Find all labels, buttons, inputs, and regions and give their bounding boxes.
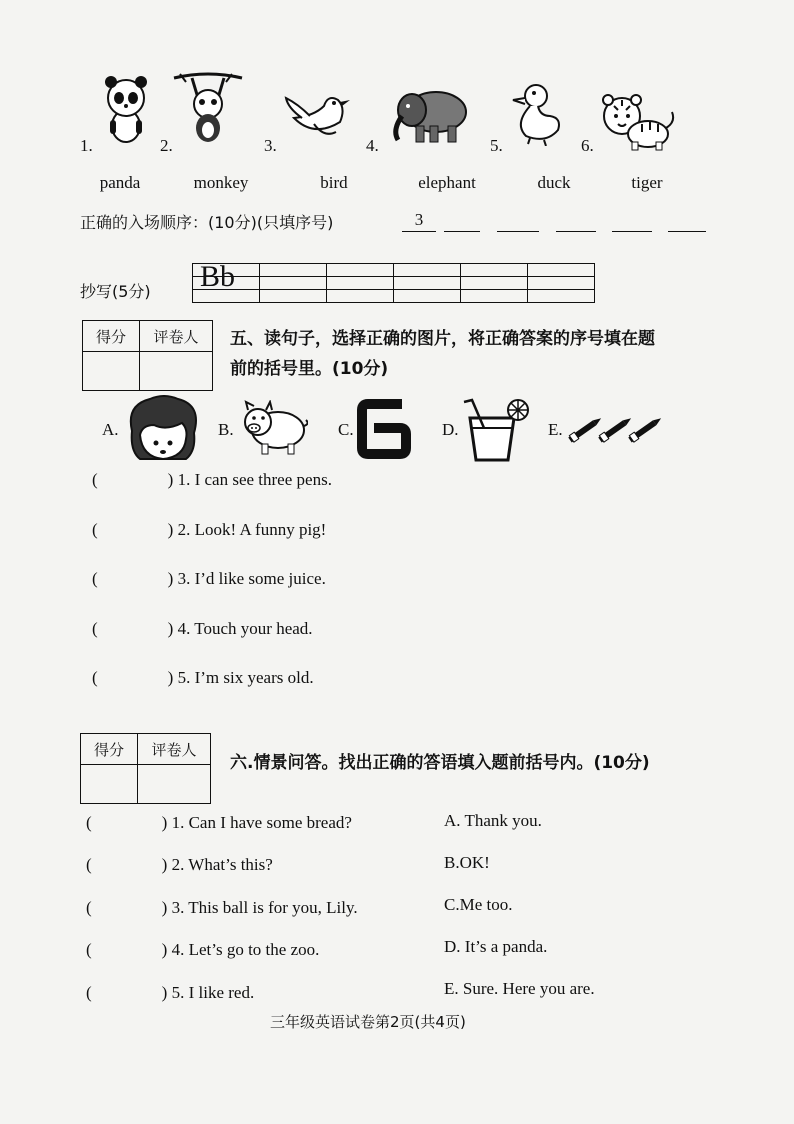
section6-question: [86, 940, 319, 960]
animal-name: tiger: [631, 173, 663, 192]
answer-option: A. Thank you.: [444, 811, 542, 830]
question-text: 4. Touch your head.: [177, 619, 313, 638]
section6-question: [86, 898, 358, 918]
animal-name: panda: [99, 173, 141, 192]
answer-paren-close: ): [161, 898, 168, 917]
section6-question: [86, 983, 254, 1003]
question-text: 3. I’d like some juice.: [177, 569, 326, 588]
order-label: 正确的入场顺序：(10分)(只填序号): [80, 213, 334, 232]
option-label: A.: [102, 420, 119, 439]
animal-number: 2.: [160, 136, 173, 155]
pig-icon: [240, 400, 308, 456]
question-text: 2. Look! A funny pig!: [177, 520, 327, 539]
answer-paren-open[interactable]: (: [86, 898, 92, 917]
order-answer-first: 3: [414, 210, 424, 229]
animal-number: 1.: [80, 136, 93, 155]
copy-grid[interactable]: [192, 263, 595, 303]
section5-question: [92, 668, 314, 688]
question-text: 2. What’s this?: [171, 855, 273, 874]
section5-question: [92, 520, 326, 540]
question-text: 5. I’m six years old.: [177, 668, 314, 687]
animal-number: 3.: [264, 136, 277, 155]
grader-label: 评卷人: [140, 321, 213, 352]
duck-icon: [510, 80, 564, 146]
order-blank-3[interactable]: [497, 211, 539, 232]
animal-number: 5.: [490, 136, 503, 155]
option-label: C.: [338, 420, 354, 439]
answer-option: D. It’s a panda.: [444, 937, 548, 956]
question-text: 3. This ball is for you, Lily.: [171, 898, 358, 917]
juice-icon: [460, 394, 532, 464]
score-cell[interactable]: [81, 765, 138, 804]
answer-paren-open[interactable]: (: [86, 855, 92, 874]
animal-name: duck: [537, 173, 571, 192]
answer-paren-open[interactable]: (: [92, 569, 98, 588]
answer-paren-close: ): [161, 855, 168, 874]
copy-label: 抄写(5分): [80, 282, 151, 301]
option-label: E.: [548, 420, 563, 439]
number-six-icon: [356, 398, 412, 460]
answer-paren-open[interactable]: (: [92, 619, 98, 638]
answer-paren-open[interactable]: (: [92, 470, 98, 489]
page-footer: 三年级英语试卷第2页(共4页): [270, 1013, 466, 1031]
order-blank-2[interactable]: [444, 211, 480, 232]
animal-number: 4.: [366, 136, 379, 155]
section6-question: [86, 855, 273, 875]
score-label: 得分: [83, 321, 140, 352]
pens-icon: [568, 410, 666, 446]
order-blank-5[interactable]: [612, 211, 652, 232]
head-icon: [126, 395, 200, 467]
question-text: 1. I can see three pens.: [177, 470, 332, 489]
bird-icon: [284, 88, 356, 146]
animal-name: bird: [320, 173, 348, 192]
score-box: [82, 320, 213, 391]
answer-paren-open[interactable]: (: [92, 520, 98, 539]
order-blank-6[interactable]: [668, 211, 706, 232]
section6-question: [86, 813, 352, 833]
question-text: 4. Let’s go to the zoo.: [171, 940, 320, 959]
order-blank-4[interactable]: [556, 211, 596, 232]
tiger-icon: [598, 92, 678, 152]
answer-option: B.OK!: [444, 853, 490, 872]
answer-paren-open[interactable]: (: [92, 668, 98, 687]
grader-cell[interactable]: [140, 352, 213, 391]
answer-option: C.Me too.: [444, 895, 513, 914]
score-label: 得分: [81, 734, 138, 765]
section5-question: [92, 470, 332, 490]
section5-title-line2: 前的括号里。(10分): [230, 359, 389, 379]
animal-name: monkey: [193, 173, 249, 192]
option-label: D.: [442, 420, 459, 439]
section5-question: [92, 619, 313, 639]
option-label: B.: [218, 420, 234, 439]
animal-number: 6.: [581, 136, 594, 155]
elephant-icon: [390, 86, 472, 146]
answer-option: E. Sure. Here you are.: [444, 979, 595, 998]
answer-paren-close: ): [161, 813, 168, 832]
section6-title: 六.情景问答。找出正确的答语填入题前括号内。(10分): [230, 753, 650, 773]
order-blank-1[interactable]: [402, 211, 436, 232]
answer-paren-close: ): [161, 983, 168, 1002]
answer-paren-close: ): [167, 569, 174, 588]
answer-paren-close: ): [167, 668, 174, 687]
question-text: 5. I like red.: [171, 983, 255, 1002]
answer-paren-close: ): [167, 520, 174, 539]
score-box: [80, 733, 211, 804]
score-cell[interactable]: [83, 352, 140, 391]
grader-label: 评卷人: [138, 734, 211, 765]
grader-cell[interactable]: [138, 765, 211, 804]
question-text: 1. Can I have some bread?: [171, 813, 352, 832]
section5-question: [92, 569, 326, 589]
answer-paren-close: ): [167, 470, 174, 489]
answer-paren-open[interactable]: (: [86, 940, 92, 959]
panda-icon: [100, 76, 152, 146]
answer-paren-close: ): [167, 619, 174, 638]
animal-name: elephant: [418, 173, 476, 192]
answer-paren-open[interactable]: (: [86, 983, 92, 1002]
copy-sample: Bb: [200, 260, 236, 293]
section5-title-line1: 五、读句子，选择正确的图片，将正确答案的序号填在题: [230, 329, 655, 349]
answer-paren-close: ): [161, 940, 168, 959]
answer-paren-open[interactable]: (: [86, 813, 92, 832]
monkey-icon: [172, 68, 244, 146]
